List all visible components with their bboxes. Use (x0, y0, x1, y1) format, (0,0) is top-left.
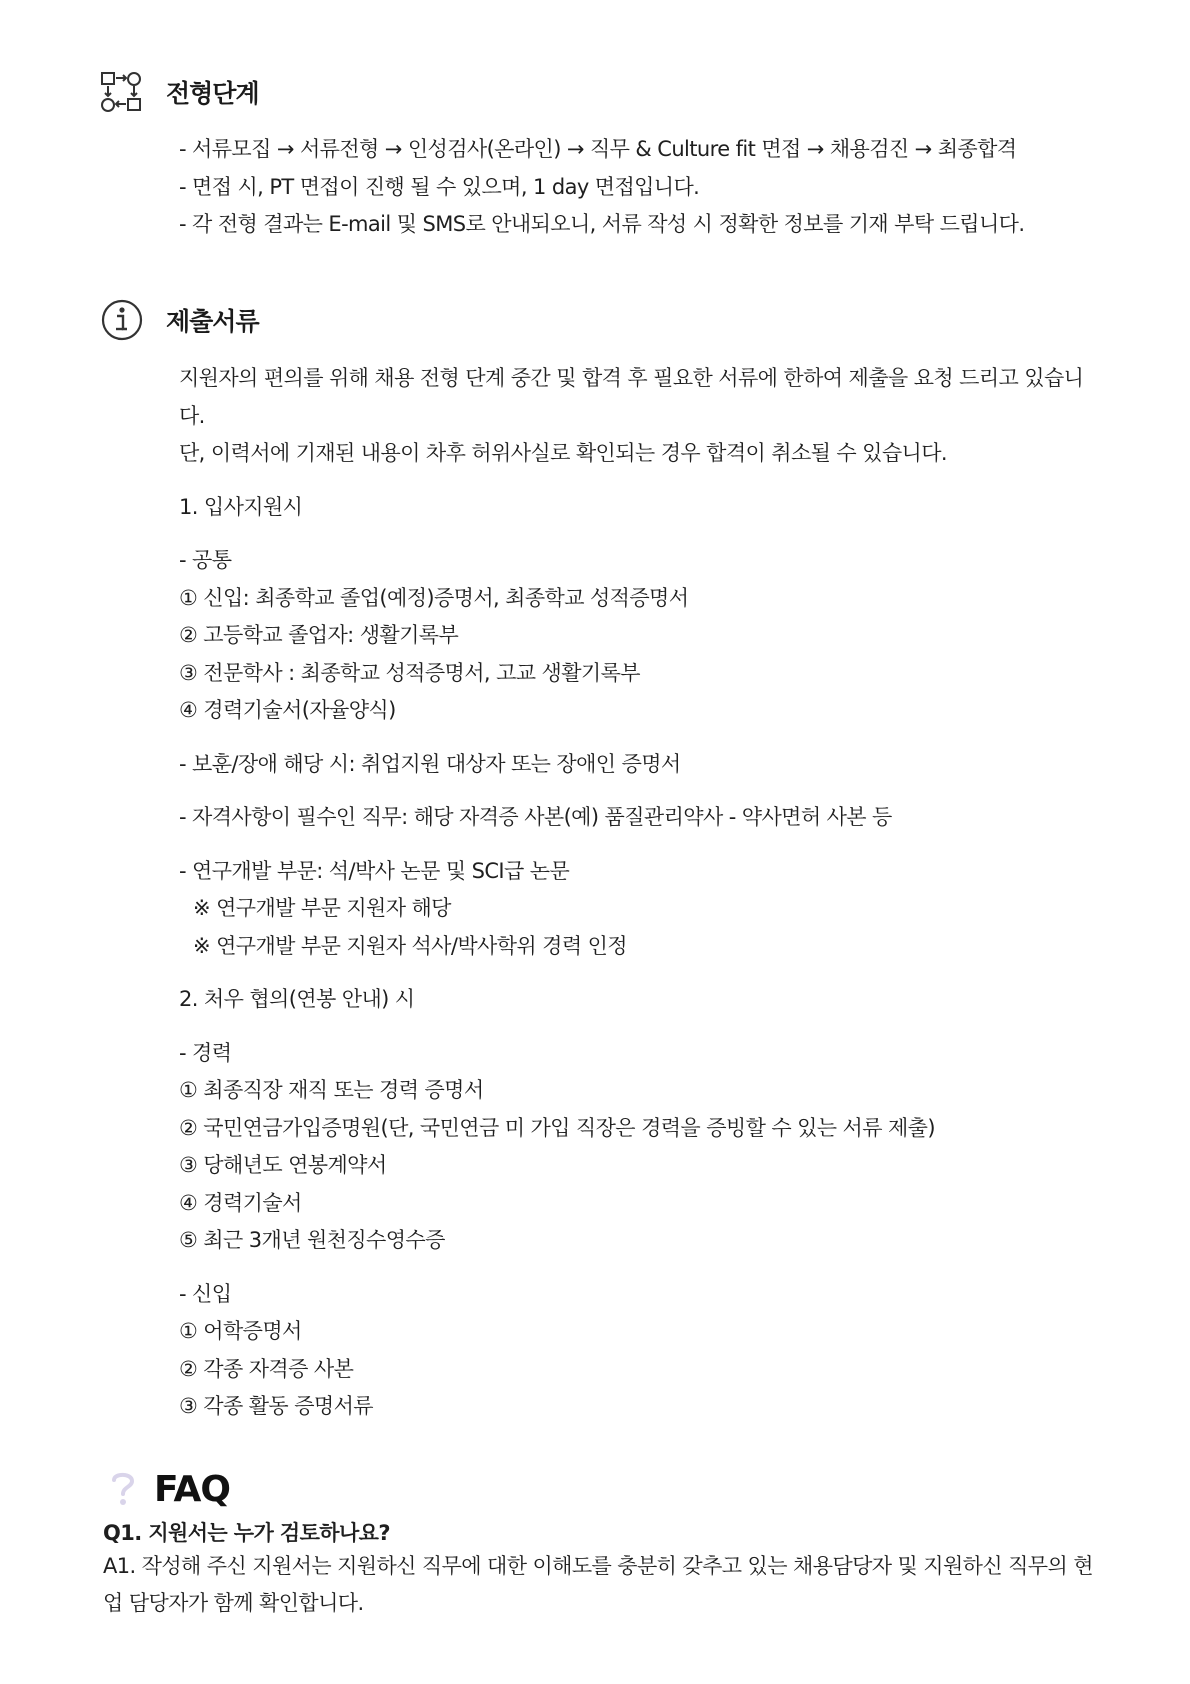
career-item: ④ 경력기술서 (179, 1190, 302, 1215)
rnd-note: ※ 연구개발 부문 지원자 해당 (193, 896, 451, 920)
stages-title: 전형단계 (166, 79, 259, 108)
documents-notice: 단, 이력서에 기재된 내용이 차후 허위사실로 확인되는 경우 합격이 취소될 수 있습니다. (179, 441, 947, 465)
career-label: - 경력 (179, 1040, 232, 1065)
new-label: - 신입 (179, 1281, 232, 1306)
flow-diagram-icon (100, 70, 144, 114)
common-item: ③ 전문학사 : 최종학교 성적증명서, 고교 생활기록부 (179, 660, 640, 685)
question-mark-icon (110, 1469, 136, 1509)
documents-header (100, 298, 259, 342)
stages-list (179, 131, 1084, 244)
career-item: ② 국민연금가입증명원(단, 국민연금 미 가입 직장은 경력을 증빙할 수 있는 서류 제출) (179, 1115, 935, 1140)
faq-title: FAQ (154, 1468, 230, 1510)
new-item: ② 각종 자격증 사본 (179, 1356, 354, 1381)
career-item: ⑤ 최근 3개년 원천징수영수증 (179, 1228, 445, 1252)
stage-line: - 면접 시, PT 면접이 진행 될 수 있으며, 1 day 면접입니다. (179, 174, 700, 199)
info-icon (100, 298, 144, 342)
stage-line: - 각 전형 결과는 E-mail 및 SMS로 안내되오니, 서류 작성 시 정확한 정보를 기재 부탁 드립니다. (179, 212, 1025, 236)
stage-line: - 서류모집 → 서류전형 → 인성검사(온라인) → 직무 & Culture fit 면접 → 채용검진 → 최종합격 (179, 137, 1017, 161)
career-item: ③ 당해년도 연봉계약서 (179, 1153, 387, 1177)
faq-header (110, 1464, 230, 1514)
rnd-note: ※ 연구개발 부문 지원자 석사/박사학위 경력 인정 (193, 933, 627, 958)
stages-header (100, 70, 259, 114)
documents-intro: 지원자의 편의를 위해 채용 전형 단계 중간 및 합격 후 필요한 서류에 한하여 제출을 요청 드리고 있습니다. (179, 366, 1084, 428)
documents-body (179, 360, 1084, 1426)
faq-answer: A1. 작성해 주신 지원서는 지원하신 직무에 대한 이해도를 충분히 갖추고 있는 채용담당자 및 지원하신 직무의 현업 담당자가 함께 확인합니다. (103, 1554, 1093, 1615)
common-item: ① 신입: 최종학교 졸업(예정)증명서, 최종학교 성적증명서 (179, 585, 689, 610)
career-item: ① 최종직장 재직 또는 경력 증명서 (179, 1078, 484, 1102)
common-item: ④ 경력기술서(자율양식) (179, 698, 396, 722)
new-item: ③ 각종 활동 증명서류 (179, 1394, 373, 1418)
common-label: - 공통 (179, 548, 232, 572)
section2-title: 2. 처우 협의(연봉 안내) 시 (179, 987, 415, 1011)
license-line: - 자격사항이 필수인 직무: 해당 자격증 사본(예) 품질관리약사 - 약사면허 사본 등 (179, 805, 892, 829)
veteran-line: - 보훈/장애 해당 시: 취업지원 대상자 또는 장애인 증명서 (179, 751, 681, 776)
common-item: ② 고등학교 졸업자: 생활기록부 (179, 623, 459, 647)
new-item: ① 어학증명서 (179, 1319, 302, 1343)
documents-title: 제출서류 (166, 307, 259, 336)
rnd-label: - 연구개발 부문: 석/박사 논문 및 SCI급 논문 (179, 858, 570, 883)
faq-question: Q1. 지원서는 누가 검토하나요? (103, 1521, 390, 1545)
section1-title: 1. 입사지원시 (179, 494, 303, 519)
